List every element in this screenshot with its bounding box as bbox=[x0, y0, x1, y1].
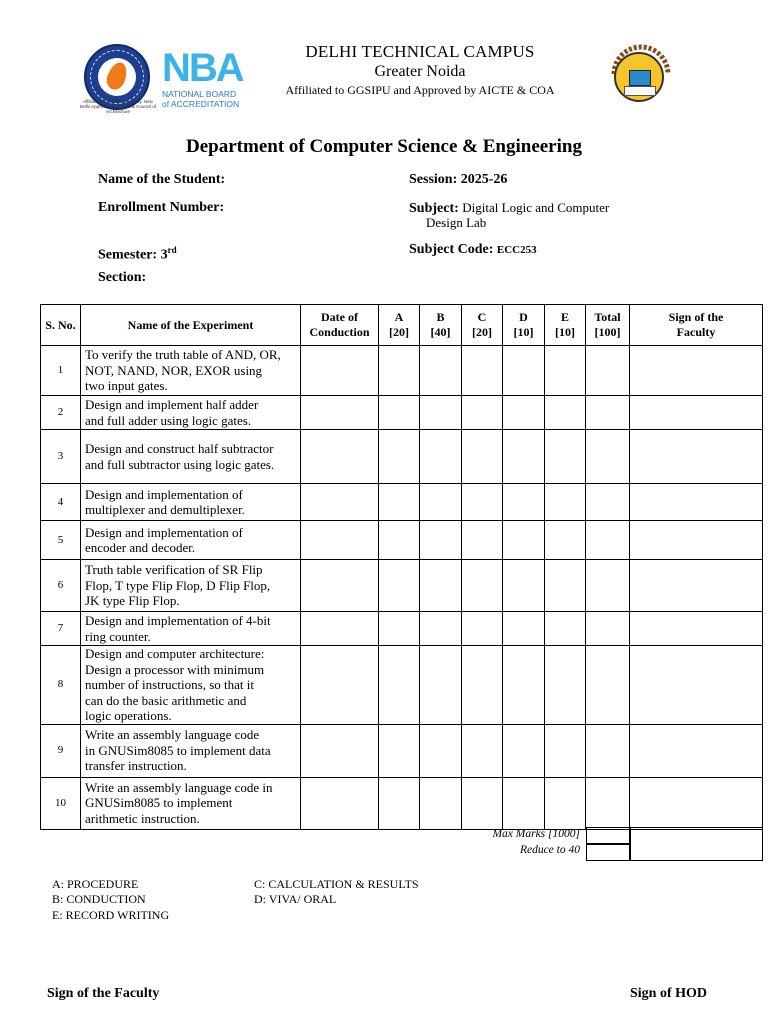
experiment-name-line: Write an assembly language code bbox=[85, 727, 260, 743]
experiment-name-line: arithmetic instruction. bbox=[85, 810, 200, 826]
section-label: Section: bbox=[98, 270, 147, 285]
row-experiment-name bbox=[81, 521, 301, 560]
row-b-cell bbox=[420, 430, 462, 484]
row-e-cell bbox=[545, 346, 586, 396]
experiment-name-line: and full subtractor using logic gates. bbox=[85, 456, 275, 472]
row-c-cell bbox=[462, 396, 503, 430]
row-c-cell bbox=[462, 646, 503, 725]
reduce-label: Reduce to 40 bbox=[519, 844, 580, 856]
row-c-cell bbox=[462, 430, 503, 484]
row-e-cell bbox=[545, 777, 586, 829]
semester-label: Semester: 3rd bbox=[98, 245, 177, 263]
experiment-table bbox=[40, 304, 763, 830]
experiment-name-line: Design and implementation of bbox=[85, 486, 243, 502]
row-date-cell bbox=[301, 646, 379, 725]
table-row bbox=[41, 560, 763, 612]
experiment-name-line: Design and implementation of bbox=[85, 524, 243, 540]
header-date: Date of Conduction bbox=[301, 305, 379, 346]
row-sign-cell bbox=[630, 612, 763, 646]
legend-c: C: CALCULATION & RESULTS bbox=[254, 877, 419, 891]
experiment-name-line: ring counter. bbox=[85, 628, 151, 644]
row-d-cell bbox=[503, 560, 545, 612]
row-date-cell bbox=[301, 521, 379, 560]
experiment-name-line: Design and construct half subtractor bbox=[85, 441, 274, 456]
table-row bbox=[41, 430, 763, 484]
row-total-cell bbox=[586, 560, 630, 612]
experiment-name-line: Truth table verification of SR Flip bbox=[85, 562, 263, 578]
row-e-cell bbox=[545, 430, 586, 484]
row-d-cell bbox=[503, 612, 545, 646]
header-c: C [20] bbox=[462, 305, 503, 346]
row-a-cell bbox=[379, 646, 420, 725]
dtc-logo-caption: Affiliated to GGSIP University, New Delhi Approved by AICTE & Council of Architecture bbox=[79, 99, 157, 114]
experiment-name-line: To verify the truth table of AND, OR, bbox=[85, 347, 281, 363]
student-name-label: Name of the Student: bbox=[98, 172, 226, 187]
experiment-name-line: can do the basic arithmetic and bbox=[85, 692, 247, 708]
row-b-cell bbox=[420, 484, 462, 521]
experiment-name-line: two input gates. bbox=[85, 378, 168, 394]
row-d-cell bbox=[503, 430, 545, 484]
row-c-cell bbox=[462, 560, 503, 612]
row-date-cell bbox=[301, 346, 379, 396]
row-total-cell bbox=[586, 612, 630, 646]
subject-code-value: ECC253 bbox=[496, 244, 537, 256]
row-a-cell bbox=[379, 560, 420, 612]
row-experiment-name bbox=[81, 777, 301, 829]
faculty-signature-label: Sign of the Faculty bbox=[47, 986, 160, 1001]
row-total-cell bbox=[586, 430, 630, 484]
header-b: B [40] bbox=[420, 305, 462, 346]
row-sno: 5 bbox=[41, 521, 81, 560]
row-d-cell bbox=[503, 396, 545, 430]
row-e-cell bbox=[545, 646, 586, 725]
table-row bbox=[41, 724, 763, 777]
row-d-cell bbox=[503, 646, 545, 725]
row-date-cell bbox=[301, 396, 379, 430]
row-sign-cell bbox=[630, 346, 763, 396]
row-b-cell bbox=[420, 777, 462, 829]
row-experiment-name bbox=[81, 560, 301, 612]
row-c-cell bbox=[462, 484, 503, 521]
row-date-cell bbox=[301, 777, 379, 829]
experiment-name-line: number of instructions, so that it bbox=[85, 677, 254, 692]
row-e-cell bbox=[545, 484, 586, 521]
experiment-name-line: Write an assembly language code in bbox=[85, 779, 273, 795]
experiment-name-line: transfer instruction. bbox=[85, 758, 187, 774]
subject-line1: Digital Logic and Computer bbox=[462, 200, 610, 215]
row-c-cell bbox=[462, 521, 503, 560]
row-experiment-name bbox=[81, 430, 301, 484]
header-d: D [10] bbox=[503, 305, 545, 346]
row-b-cell bbox=[420, 396, 462, 430]
campus-name: DELHI TECHNICAL CAMPUS bbox=[305, 42, 535, 61]
row-a-cell bbox=[379, 777, 420, 829]
row-d-cell bbox=[503, 777, 545, 829]
row-sign-cell bbox=[630, 430, 763, 484]
experiment-name-line: NOT, NAND, NOR, EXOR using bbox=[85, 362, 263, 378]
row-b-cell bbox=[420, 724, 462, 777]
campus-location: Greater Noida bbox=[374, 63, 466, 80]
row-sno: 4 bbox=[41, 484, 81, 521]
row-experiment-name bbox=[81, 612, 301, 646]
experiment-name-line: Design and implement half adder bbox=[85, 397, 259, 412]
row-d-cell bbox=[503, 484, 545, 521]
row-sign-cell bbox=[630, 396, 763, 430]
row-a-cell bbox=[379, 724, 420, 777]
table-row bbox=[41, 612, 763, 646]
row-e-cell bbox=[545, 560, 586, 612]
department-title: Department of Computer Science & Engineering bbox=[186, 136, 582, 157]
row-a-cell bbox=[379, 346, 420, 396]
hod-signature-label: Sign of HOD bbox=[630, 986, 708, 1001]
subject-code bbox=[409, 242, 537, 258]
experiment-name-line: JK type Flip Flop. bbox=[85, 593, 180, 609]
row-sign-cell bbox=[630, 484, 763, 521]
row-total-cell bbox=[586, 777, 630, 829]
reduce-box bbox=[586, 843, 631, 861]
max-marks-label: Max Marks [1000] bbox=[492, 828, 580, 840]
row-sno: 6 bbox=[41, 560, 81, 612]
nba-caption-line1: NATIONAL BOARD bbox=[162, 89, 237, 99]
table-row bbox=[41, 521, 763, 560]
max-marks-sign-box bbox=[629, 827, 763, 861]
row-experiment-name bbox=[81, 724, 301, 777]
experiment-name-line: Design and computer architecture: bbox=[85, 646, 265, 661]
nba-logo bbox=[162, 46, 243, 109]
row-date-cell bbox=[301, 484, 379, 521]
header-a: A [20] bbox=[379, 305, 420, 346]
row-d-cell bbox=[503, 724, 545, 777]
header-experiment-name: Name of the Experiment bbox=[81, 305, 301, 346]
row-sno: 7 bbox=[41, 612, 81, 646]
row-e-cell bbox=[545, 396, 586, 430]
row-a-cell bbox=[379, 396, 420, 430]
legend-e: E: RECORD WRITING bbox=[52, 908, 170, 922]
experiment-name-line: in GNUSim8085 to implement data bbox=[85, 742, 271, 758]
experiment-name-line: multiplexer and demultiplexer. bbox=[85, 502, 245, 517]
experiment-name-line: and full adder using logic gates. bbox=[85, 412, 252, 428]
row-date-cell bbox=[301, 560, 379, 612]
row-c-cell bbox=[462, 777, 503, 829]
row-b-cell bbox=[420, 346, 462, 396]
row-b-cell bbox=[420, 560, 462, 612]
table-row bbox=[41, 346, 763, 396]
row-sno: 2 bbox=[41, 396, 81, 430]
row-b-cell bbox=[420, 521, 462, 560]
row-total-cell bbox=[586, 484, 630, 521]
row-e-cell bbox=[545, 724, 586, 777]
header-total: Total [100] bbox=[586, 305, 630, 346]
row-b-cell bbox=[420, 646, 462, 725]
table-row bbox=[41, 646, 763, 725]
experiment-name-line: GNUSim8085 to implement bbox=[85, 795, 233, 811]
row-experiment-name bbox=[81, 396, 301, 430]
row-b-cell bbox=[420, 612, 462, 646]
experiment-name-line: encoder and decoder. bbox=[85, 540, 196, 555]
row-sign-cell bbox=[630, 560, 763, 612]
row-c-cell bbox=[462, 724, 503, 777]
nba-caption-line2: of ACCREDITATION bbox=[162, 99, 240, 109]
subject-code-label: Subject Code: bbox=[409, 242, 494, 257]
row-total-cell bbox=[586, 346, 630, 396]
row-experiment-name bbox=[81, 346, 301, 396]
row-experiment-name bbox=[81, 484, 301, 521]
campus-heading bbox=[250, 42, 590, 98]
row-sno: 9 bbox=[41, 724, 81, 777]
header-e: E [10] bbox=[545, 305, 586, 346]
row-date-cell bbox=[301, 612, 379, 646]
row-sno: 10 bbox=[41, 777, 81, 829]
row-c-cell bbox=[462, 346, 503, 396]
row-total-cell bbox=[586, 521, 630, 560]
row-sign-cell bbox=[630, 777, 763, 829]
header-sign: Sign of the Faculty bbox=[630, 305, 763, 346]
row-total-cell bbox=[586, 724, 630, 777]
enrollment-label: Enrollment Number: bbox=[98, 200, 225, 215]
experiment-name-line: Design and implementation of 4-bit bbox=[85, 613, 271, 628]
experiment-name-line: logic operations. bbox=[85, 708, 172, 723]
legend-a: A: PROCEDURE bbox=[52, 877, 139, 891]
nba-logo-text: NBA bbox=[162, 46, 243, 90]
table-row bbox=[41, 396, 763, 430]
legend-d: D: VIVA/ ORAL bbox=[254, 892, 337, 906]
row-sign-cell bbox=[630, 521, 763, 560]
campus-affiliation: Affiliated to GGSIPU and Approved by AICTE & COA bbox=[285, 83, 555, 97]
row-a-cell bbox=[379, 612, 420, 646]
legend-b: B: CONDUCTION bbox=[52, 892, 146, 906]
row-sign-cell bbox=[630, 646, 763, 725]
row-experiment-name bbox=[81, 646, 301, 725]
row-a-cell bbox=[379, 484, 420, 521]
ggsipu-seal-icon bbox=[608, 44, 674, 104]
row-sno: 1 bbox=[41, 346, 81, 396]
row-a-cell bbox=[379, 521, 420, 560]
row-date-cell bbox=[301, 724, 379, 777]
experiment-name-line: Design a processor with minimum bbox=[85, 661, 265, 677]
row-e-cell bbox=[545, 521, 586, 560]
table-row bbox=[41, 484, 763, 521]
table-header-row bbox=[41, 305, 763, 346]
table-row bbox=[41, 777, 763, 829]
row-date-cell bbox=[301, 430, 379, 484]
row-a-cell bbox=[379, 430, 420, 484]
header-sno: S. No. bbox=[41, 305, 81, 346]
row-c-cell bbox=[462, 612, 503, 646]
row-d-cell bbox=[503, 346, 545, 396]
row-sign-cell bbox=[630, 724, 763, 777]
subject-label: Subject: bbox=[409, 201, 459, 216]
row-total-cell bbox=[586, 646, 630, 725]
row-total-cell bbox=[586, 396, 630, 430]
row-sno: 8 bbox=[41, 646, 81, 725]
row-d-cell bbox=[503, 521, 545, 560]
session-label: Session: 2025-26 bbox=[409, 172, 508, 187]
row-sno: 3 bbox=[41, 430, 81, 484]
experiment-name-line: Flop, T type Flip Flop, D Flip Flop, bbox=[85, 577, 271, 593]
subject-line2: Design Lab bbox=[426, 215, 487, 230]
row-e-cell bbox=[545, 612, 586, 646]
